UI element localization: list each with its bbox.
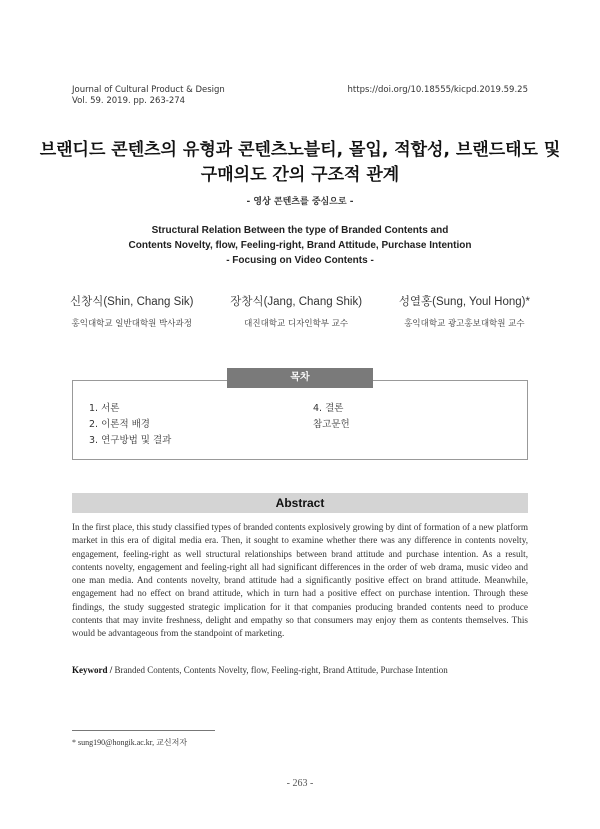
subtitle-korean: - 영상 콘텐츠를 중심으로 - — [246, 197, 354, 207]
abstract-heading: Abstract — [72, 493, 528, 513]
toc-item: 3. 연구방법 및 결과 — [89, 435, 172, 446]
title-english-line1: Structural Relation Between the type of Branded Contents and — [151, 225, 449, 236]
doi-link[interactable]: https://doi.org/10.18555/kicpd.2019.59.25 — [347, 85, 528, 95]
author-1 — [70, 293, 193, 329]
toc-left-column — [89, 401, 171, 449]
keyword-list: Branded Contents, Contents Novelty, flow, Feeling-right, Brand Attitude, Purchase Intention — [112, 665, 448, 675]
table-of-contents-box — [72, 380, 528, 460]
author-list — [70, 293, 530, 329]
title-korean-line1: 브랜디드 콘텐츠의 유형과 콘텐츠노블티, 몰입, 적합성, 브랜드태도 및 — [39, 140, 561, 160]
journal-volume: Vol. 59. 2019. pp. 263-274 — [72, 96, 186, 106]
author-name: 장창식(Jang, Chang Shik) — [230, 296, 363, 308]
toc-item: 2. 이론적 배경 — [89, 419, 150, 430]
toc-item: 참고문헌 — [313, 419, 350, 430]
journal-name: Journal of Cultural Product & Design — [72, 85, 225, 95]
author-affiliation: 홍익대학교 광고홍보대학원 교수 — [404, 319, 525, 329]
title-english — [0, 223, 600, 268]
footnote-divider — [72, 730, 215, 731]
toc-item: 1. 서론 — [89, 403, 120, 414]
keywords — [72, 665, 528, 675]
keyword-label: Keyword / — [72, 665, 113, 675]
author-affiliation: 대진대학교 디자인학부 교수 — [244, 319, 349, 329]
title-english-line3: - Focusing on Video Contents - — [226, 255, 374, 266]
title-korean — [0, 138, 600, 188]
page-number: - 263 - — [286, 778, 314, 789]
author-2 — [230, 293, 362, 329]
title-english-line2: Contents Novelty, flow, Feeling-right, Brand Attitude, Purchase Intention — [128, 240, 472, 251]
toc-heading: 목차 — [227, 368, 373, 388]
author-name: 신창식(Shin, Chang Sik) — [70, 296, 194, 308]
toc-right-column — [313, 401, 350, 433]
author-affiliation: 홍익대학교 일반대학원 박사과정 — [71, 319, 192, 329]
abstract-body: In the first place, this study classified types of branded contents explosively growing by dint of formation of a new platform market in this era of digital media era. Then, it sought to examine whether there was any difference in contents novelty, engagement, feeling-right as well structural relationships between brand attitude and purchase intention. As a result, contents novelty, engagement and feeling-right all had significant differences in the order of web drama, music video and one man media. And contents novelty, brand attitude had a significantly positive effect on brand attitude. Meanwhile, engagement had no effect on brand attitude, which in turn had a positive effect on purchase intention. Through these findings, the study suggested strategic implication for it that companies producing branded contents need to produce contents that may invite freshness, delight and empathy so that consumers may enjoy them as contents themselves. This would be advantageous from the standpoint of marketing. — [72, 522, 528, 639]
author-3 — [399, 293, 530, 329]
title-korean-line2: 구매의도 간의 구조적 관계 — [200, 165, 400, 185]
journal-info — [72, 85, 225, 107]
toc-item: 4. 결론 — [313, 403, 344, 414]
footnote: * sung190@hongik.ac.kr, 교신저자 — [72, 738, 188, 747]
author-name: 성열홍(Sung, Youl Hong)* — [398, 296, 530, 308]
